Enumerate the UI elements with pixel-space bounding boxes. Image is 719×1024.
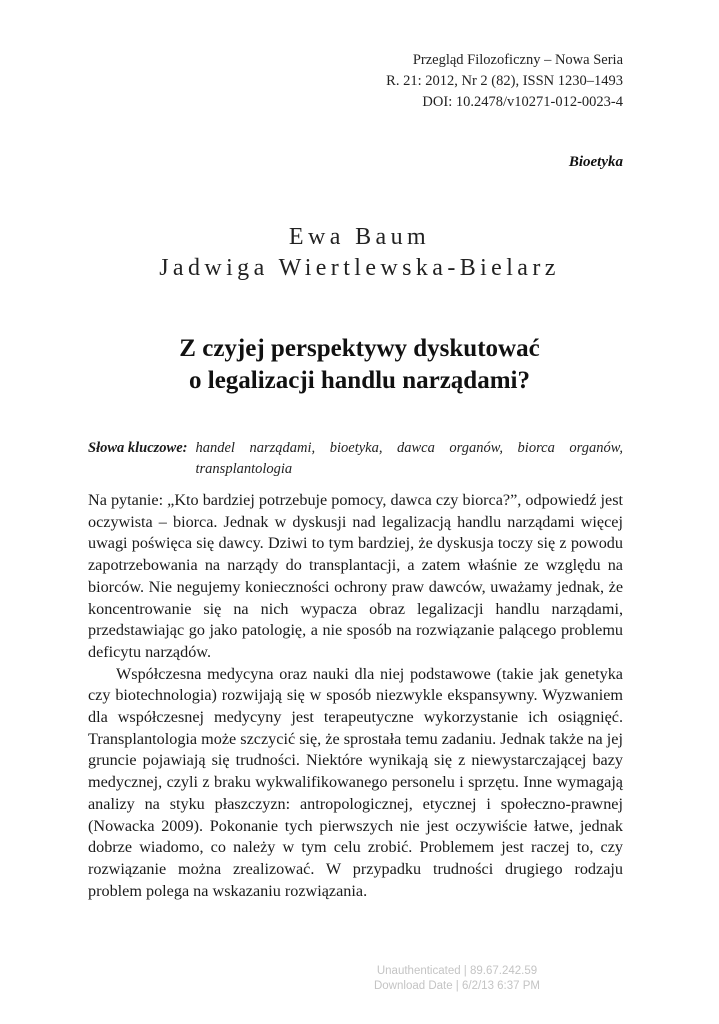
keywords-label: Słowa kluczowe: — [88, 440, 188, 456]
journal-name: Przegląd Filozoficzny – Nowa Seria — [412, 52, 623, 68]
body-paragraph: Współczesna medycyna oraz nauki dla niej podstawowe (takie jak genetyka czy biotechnologia) rozwijają się w sposób niezwykle ekspansywny. Wyzwaniem dla współczesnej medycyny jest terapeutyczne wykorzystanie ich osiągnięć. Transplantologia może szczycić się, że sprostała temu zadaniu. Jednak także na jej gruncie pojawiają się trudności. Niektóre wynikają się z niewystarczającej bazy medycznej, czyli z braku wykwalifikowanego personelu i sprzętu. Inne wymagają analizy na styku płaszczyzn: antropologicznej, etycznej i społeczno-prawnej (Nowacka 2009). Pokonanie tych pierwszych nie jest oczywiście łatwe, jednak dobrze wiadomo, co należy w tym celu zrobić. Problemem jest raczej to, czy rozwiązanie można zrealizować. W przypadku trudności drugiego rodzaju problem polega na wskazaniu rozwiązania. — [88, 664, 623, 900]
article-title — [0, 333, 719, 397]
keywords-block — [88, 438, 623, 480]
journal-header — [386, 50, 623, 113]
section-label: Bioetyka — [568, 154, 623, 170]
journal-issue: R. 21: 2012, Nr 2 (82), ISSN 1230–1493 — [386, 73, 623, 89]
body-paragraph: Na pytanie: „Kto bardziej potrzebuje pomocy, dawca czy biorca?”, odpowiedź jest oczywista – biorca. Jednak w dyskusji nad legalizacją handlu narządami więcej uwagi poświęca się dawcy. Dziwi to tym bardziej, że dyskusja toczy się z powodu zapotrzebowania na narządy do transplantacji, a zatem właśnie ze względu na biorców. Nie negujemy konieczności ochrony praw dawców, uważamy jednak, że koncentrowanie się na nich wypacza obraz legalizacji handlu narządami, przedstawiając go jako patologię, a nie sposób na rozwiązanie palącego problemu deficytu narządów. — [88, 491, 623, 661]
keywords-values: handel narządami, bioetyka, dawca organów, biorca organów, transplantologia — [195, 440, 623, 477]
article-body — [88, 490, 623, 902]
watermark-line: Unauthenticated | 89.67.242.59 — [376, 965, 538, 977]
download-watermark — [352, 964, 562, 994]
article-title-line: Z czyjej perspektywy dyskutować — [179, 335, 540, 362]
watermark-line: Download Date | 6/2/13 6:37 PM — [373, 980, 540, 992]
article-title-line: o legalizacji handlu narządami? — [189, 367, 530, 394]
authors — [0, 222, 719, 284]
author-name: Jadwiga Wiertlewska-Bielarz — [159, 255, 560, 281]
author-name: Ewa Baum — [288, 224, 431, 250]
journal-doi: DOI: 10.2478/v10271-012-0023-4 — [422, 94, 623, 110]
